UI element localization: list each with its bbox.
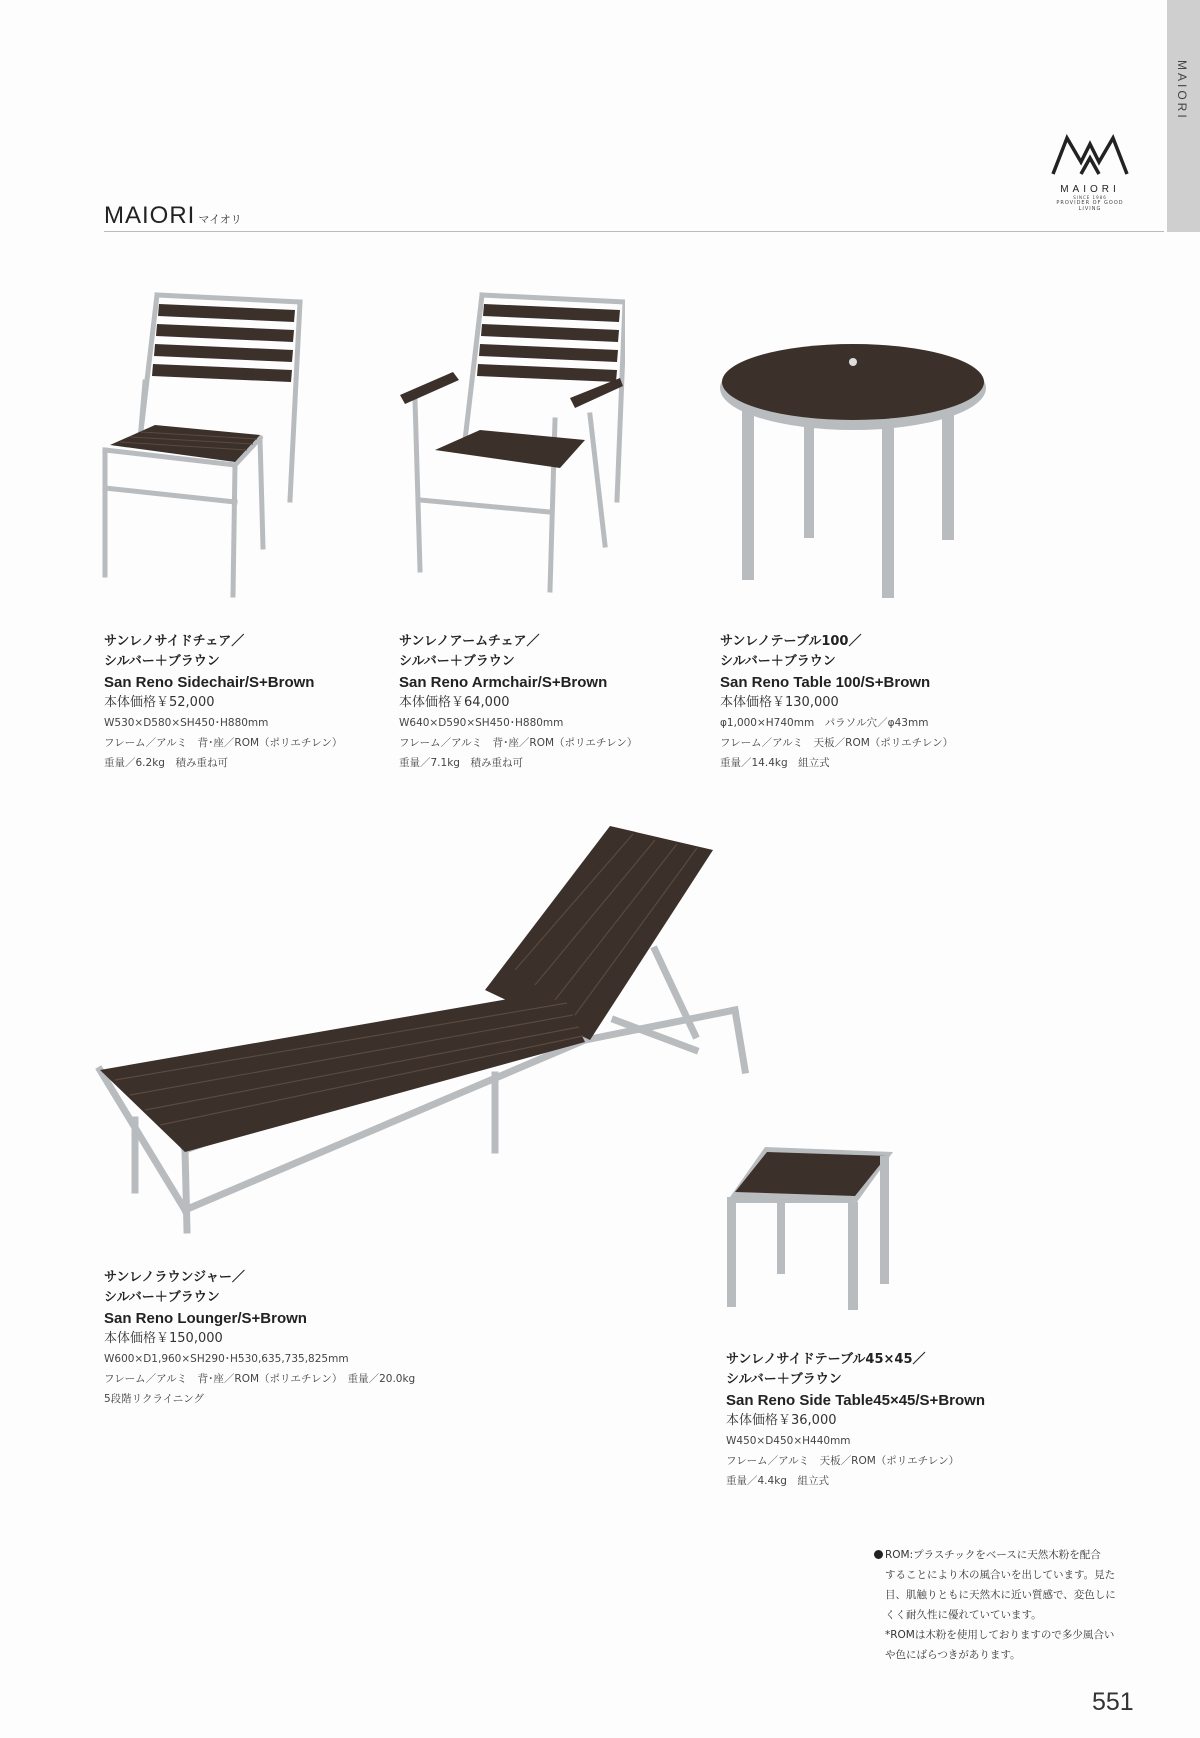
product-sidechair [104, 632, 342, 773]
product-price: 本体価格￥36,000 [726, 1413, 837, 1428]
product-color-jp: シルバー＋ブラウン [399, 654, 515, 669]
product-weight: 重量／4.4kg 組立式 [726, 1475, 829, 1487]
note-line: *ROMは木粉を使用しておりますので多少風合い [885, 1629, 1115, 1641]
product-name-en: San Reno Armchair/S+Brown [399, 674, 608, 691]
sidechair-image [95, 290, 315, 610]
brand-heading [104, 202, 242, 230]
logo-tagline: PROVIDER OF GOOD LIVING [1056, 200, 1124, 212]
brand-name-en: MAIORI [104, 202, 196, 229]
product-materials: フレーム／アルミ 背･座／ROM（ポリエチレン） [399, 737, 638, 749]
note-line: や色にばらつきがあります。 [885, 1649, 1021, 1661]
product-name-en: San Reno Side Table45×45/S+Brown [726, 1392, 985, 1409]
product-name-en: San Reno Lounger/S+Brown [104, 1310, 307, 1327]
brand-name-jp: マイオリ [198, 213, 242, 226]
lounger-image [95, 820, 755, 1240]
product-name-jp: サンレノサイドチェア／ [104, 634, 245, 649]
product-side-table [726, 1350, 985, 1491]
logo-since: SINCE 1986 [1073, 195, 1107, 200]
heading-rule [104, 231, 1164, 232]
product-name-jp: サンレノラウンジャー／ [104, 1270, 245, 1285]
material-note [874, 1545, 1154, 1665]
bullet-icon [874, 1550, 883, 1559]
product-price: 本体価格￥150,000 [104, 1331, 223, 1346]
maiori-mark-icon [1045, 130, 1135, 178]
product-price: 本体価格￥64,000 [399, 695, 510, 710]
product-weight: 重量／14.4kg 組立式 [720, 757, 830, 769]
side-table-image [725, 1142, 900, 1312]
note-line: することにより木の風合いを出しています。見た [885, 1569, 1116, 1581]
product-recline: 5段階リクライニング [104, 1393, 205, 1405]
product-color-jp: シルバー＋ブラウン [720, 654, 836, 669]
logo-name: MAIORI [1060, 184, 1120, 195]
product-name-jp: サンレノアームチェア／ [399, 634, 540, 649]
product-color-jp: シルバー＋ブラウン [104, 654, 220, 669]
product-armchair [399, 632, 637, 773]
product-materials: フレーム／アルミ 天板／ROM（ポリエチレン） [726, 1455, 960, 1467]
note-line: ROM:プラスチックをベースに天然木粉を配合 [885, 1549, 1101, 1561]
product-materials: フレーム／アルミ 背･座／ROM（ポリエチレン） [104, 737, 343, 749]
product-dimensions: W640×D590×SH450･H880mm [399, 717, 564, 729]
product-color-jp: シルバー＋ブラウン [104, 1290, 220, 1305]
armchair-image [395, 290, 625, 610]
product-dimensions: W450×D450×H440mm [726, 1435, 851, 1447]
product-materials: フレーム／アルミ 背･座／ROM（ポリエチレン） 重量／20.0kg [104, 1373, 416, 1385]
product-weight: 重量／6.2kg 積み重ね可 [104, 757, 228, 769]
brand-logo [1045, 130, 1135, 212]
product-color-jp: シルバー＋ブラウン [726, 1372, 842, 1387]
product-lounger [104, 1268, 415, 1409]
product-materials: フレーム／アルミ 天板／ROM（ポリエチレン） [720, 737, 954, 749]
note-line: くく耐久性に優れていています。 [885, 1609, 1042, 1621]
product-name-en: San Reno Sidechair/S+Brown [104, 674, 315, 691]
product-name-en: San Reno Table 100/S+Brown [720, 674, 931, 691]
page-number: 551 [1092, 1688, 1134, 1716]
product-name-jp: サンレノテーブル100／ [720, 634, 862, 649]
product-dimensions: W530×D580×SH450･H880mm [104, 717, 269, 729]
side-tab-label: MAIORI [1175, 60, 1189, 121]
product-weight: 重量／7.1kg 積み重ね可 [399, 757, 523, 769]
product-price: 本体価格￥52,000 [104, 695, 215, 710]
product-dimensions: φ1,000×H740mm パラソル穴／φ43mm [720, 717, 929, 729]
product-table [720, 632, 953, 773]
product-price: 本体価格￥130,000 [720, 695, 839, 710]
table-image [712, 340, 994, 600]
product-name-jp: サンレノサイドテーブル45×45／ [726, 1352, 926, 1367]
note-line: 目、肌触りともに天然木に近い質感で、変色しに [885, 1589, 1116, 1601]
product-dimensions: W600×D1,960×SH290･H530,635,735,825mm [104, 1353, 349, 1365]
